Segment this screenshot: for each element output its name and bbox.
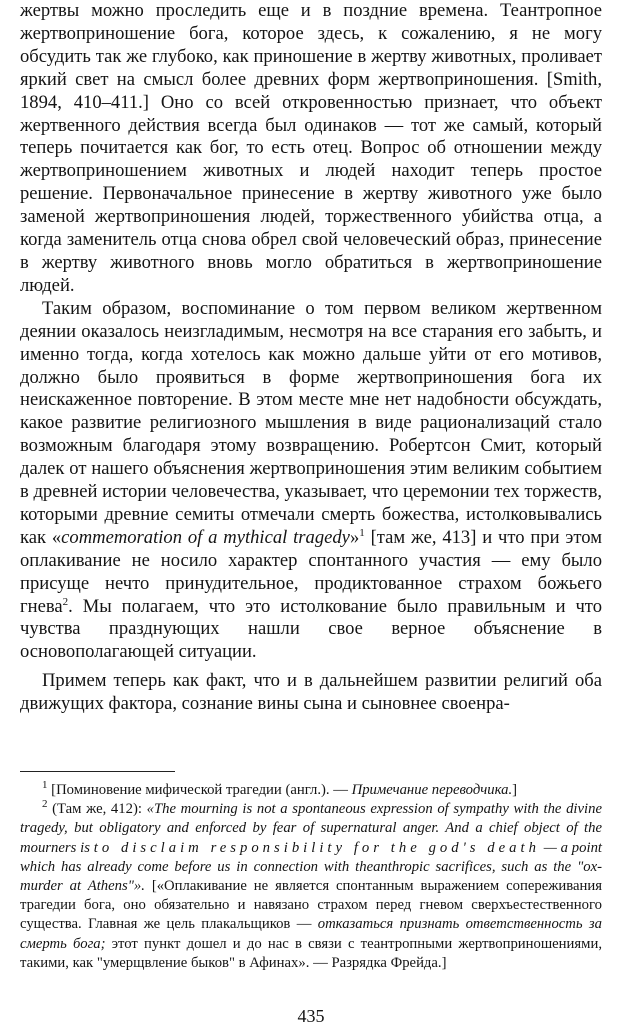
footnote-2-russian-b: этот пункт дошел и до нас в связи с теантропными жертвоприношениями, такими, как "умерщвление быков" в Афинах». — Разрядка Фрейда.] (20, 935, 602, 971)
footnote-1 (20, 781, 602, 800)
footnote-ref-1: 1 (359, 526, 365, 539)
paragraph-2-quote-close: » (349, 526, 360, 548)
paragraph-3-text: Примем теперь как факт, что и в дальнейшем развитии религий оба движущих фактора, сознание вины сына и сыновнее своенра- (20, 670, 602, 715)
footnote-2-english-quote-b: — a point which has already come before us in connection with theanthropic sacrifices, such as the "ox-murder at Athens"». (20, 839, 602, 895)
paragraph-1 (20, 0, 602, 298)
paragraph-2-text-c: . Мы полагаем, что это истолкование было правильным и что чувства празднующих нашли свое верное объяснение в основополагающей ситуации. (20, 595, 602, 663)
footnote-1-italic: Примечание переводчика. (351, 782, 513, 798)
paragraph-1-text: жертвы можно проследить еще и в поздние времена. Теантропное жертвоприношение бога, которое здесь, к сожалению, я не могу обсудить так же глубоко, как приношение в жертву животных, проливает яркий свет на смысл более древних форм жертвоприношения. [Smith, 1894, 410–411.] Оно со всей откровенностью признает, что объект жертвенного действия всегда был одинаков — тот же самый, который теперь почитается как бог, то есть отец. Вопрос об отношении между жертвоприношением животных и людей находит теперь простое решение. Первоначальное принесение в жертву животного уже было заменой жертвоприношения людей, торжественного убийства отца, а когда заменитель отца снова обрел свой человеческий образ, принесение в жертву животного вновь могло обратиться в жертвоприношение людей. (20, 0, 602, 296)
footnote-2 (20, 800, 602, 973)
footnote-2-english-quote-a: «The mourning is not a spontaneous expression of sympathy with the divine tragedy, but obligatory and enforced by fear of supernatural anger. And a chief object of the mourners is (20, 801, 602, 856)
footnote-ref-2: 2 (62, 595, 69, 608)
footnotes (20, 781, 602, 973)
main-text (20, 0, 602, 716)
page-number: 435 (297, 1006, 325, 1026)
paragraph-2-italic-quote: commemoration of a mythical tragedy (61, 526, 350, 548)
paragraph-2-text-b: [там же, 413] и что при этом оплакивание не носило характер спонтанного участия — ему было присуще нечто принудительное, продиктованное страхом божьего гнева (20, 526, 602, 617)
footnote-divider (20, 771, 175, 772)
footnote-2-mark: 2 (42, 798, 48, 811)
footnote-2-russian-a: [«Оплакивание не является спонтанным выражением сопереживания трагедии бога, оно обязательно и навязано страхом перед гневом сверхъестественного существа. Главная же цель плакальщиков — (20, 878, 602, 933)
footnote-2-russian-italic: отказаться признать ответственность за смерть бога; (20, 916, 602, 952)
footnote-1-text: [Поминовение мифической трагедии (англ.). — (47, 782, 352, 798)
book-page (20, 0, 602, 1034)
footnote-1-end: ] (512, 782, 518, 798)
footnote-1-mark: 1 (42, 779, 48, 792)
paragraph-2-text-a: Таким образом, воспоминание о том первом великом жертвенном деянии оказалось неизгладимым, несмотря на все старания его забыть, и именно тогда, когда хотелось как можно дальше уйти от его мотивов, должно было проявиться в форме жертвоприношения бога их неискаженное повторение. В этом месте мне нет надобности обсуждать, какое развитие религиозного мышления в виде рационализаций стало возможным благодаря этому возвращению. Робертсон Смит, который далек от нашего объяснения жертвоприношения этим великим событием в древней истории человечества, указывает, что церемонии тех торжеств, которыми древние семиты отмечали смерть божества, истолковывались как « (20, 297, 602, 548)
paragraph-3 (20, 670, 602, 716)
footnote-2-spaced-emphasis: to disclaim responsibility for the god's death (93, 839, 540, 856)
footnote-2-source: (Там же, 412): (47, 801, 147, 818)
paragraph-2 (20, 298, 602, 665)
